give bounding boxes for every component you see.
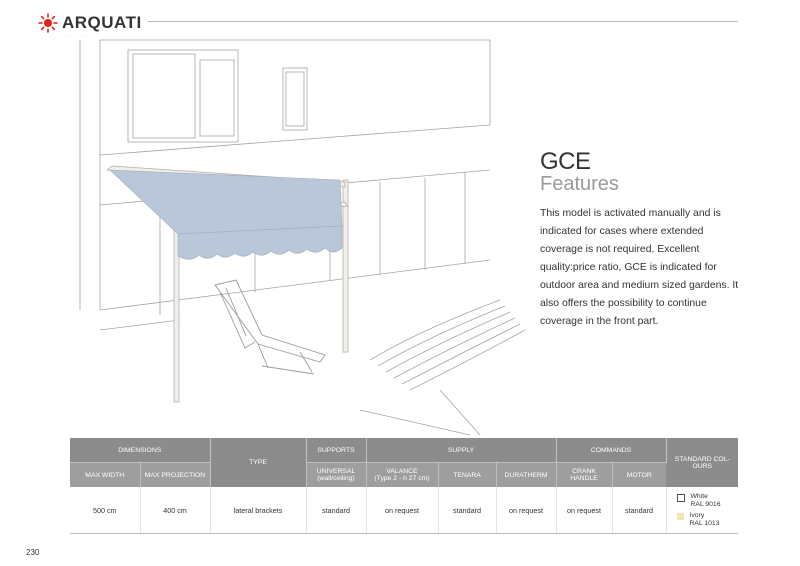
tenara-header: TENARA [438,463,496,488]
dimensions-header: DIMENSIONS [70,438,210,463]
colour-ivory-name: Ivory [689,511,705,519]
specifications-table [70,438,738,534]
table-group-header-row [70,438,738,463]
colour-item-white [677,493,738,509]
table-subheader-row [70,463,738,488]
colour-item-ivory [677,512,738,528]
max-projection-header: MAX PROJECTION [140,463,210,488]
motor-header: MOTOR [612,463,666,488]
commands-header: COMMANDS [556,438,666,463]
valance-header-line1: VALANCE [386,468,418,475]
max-projection-cell: 400 cm [140,487,210,534]
universal-header-line2: (wall/ceiling) [317,475,355,482]
colour-ivory-label [690,512,720,528]
product-description: This model is activated manually and is indicated for cases where extended coverage is not required. Excellent quality:price ratio, GCE is indicated for outdoor area and medium sized gardens. It also offers the possibility to continue coverage in the front part. [540,208,739,327]
valance-header-line2: (Type 2 - h 27 cm) [374,475,430,482]
awning-illustration [0,30,540,440]
universal-header-line1: UNIVERSAL [316,468,356,475]
max-width-header: MAX WIDTH [70,463,140,488]
brand-name: ARQUATI [62,13,142,32]
page-number: 230 [26,548,40,557]
type-cell: lateral brackets [210,487,306,534]
colour-ivory-code: RAL 1013 [689,519,720,527]
table-row [70,487,738,534]
crank-handle-cell: on request [556,487,612,534]
duratherm-cell: on request [496,487,556,534]
colour-white-code: RAL 9016 [690,500,721,508]
white-swatch-icon [677,494,685,502]
type-header: TYPE [210,438,306,487]
product-subtitle: Features [540,173,619,195]
duratherm-header: DURATHERM [496,463,556,488]
colour-white-name: White [690,492,708,500]
ivory-swatch-icon [677,513,684,520]
colours-cell [666,487,738,534]
header-divider [148,21,738,22]
motor-cell: standard [612,487,666,534]
supports-header: SUPPORTS [306,438,366,463]
universal-header [306,463,366,488]
standard-colours-header: STANDARD COL-OURS [666,438,738,487]
crank-handle-header: CRANK HANDLE [556,463,612,488]
max-width-cell: 500 cm [70,487,140,534]
valance-header [366,463,438,488]
product-title: GCE [540,148,591,175]
colour-white-label [691,493,721,509]
brand-tagline: · · · · · · [62,33,87,38]
valance-cell: on request [366,487,438,534]
universal-cell: standard [306,487,366,534]
supply-header: SUPPLY [366,438,556,463]
tenara-cell: standard [438,487,496,534]
